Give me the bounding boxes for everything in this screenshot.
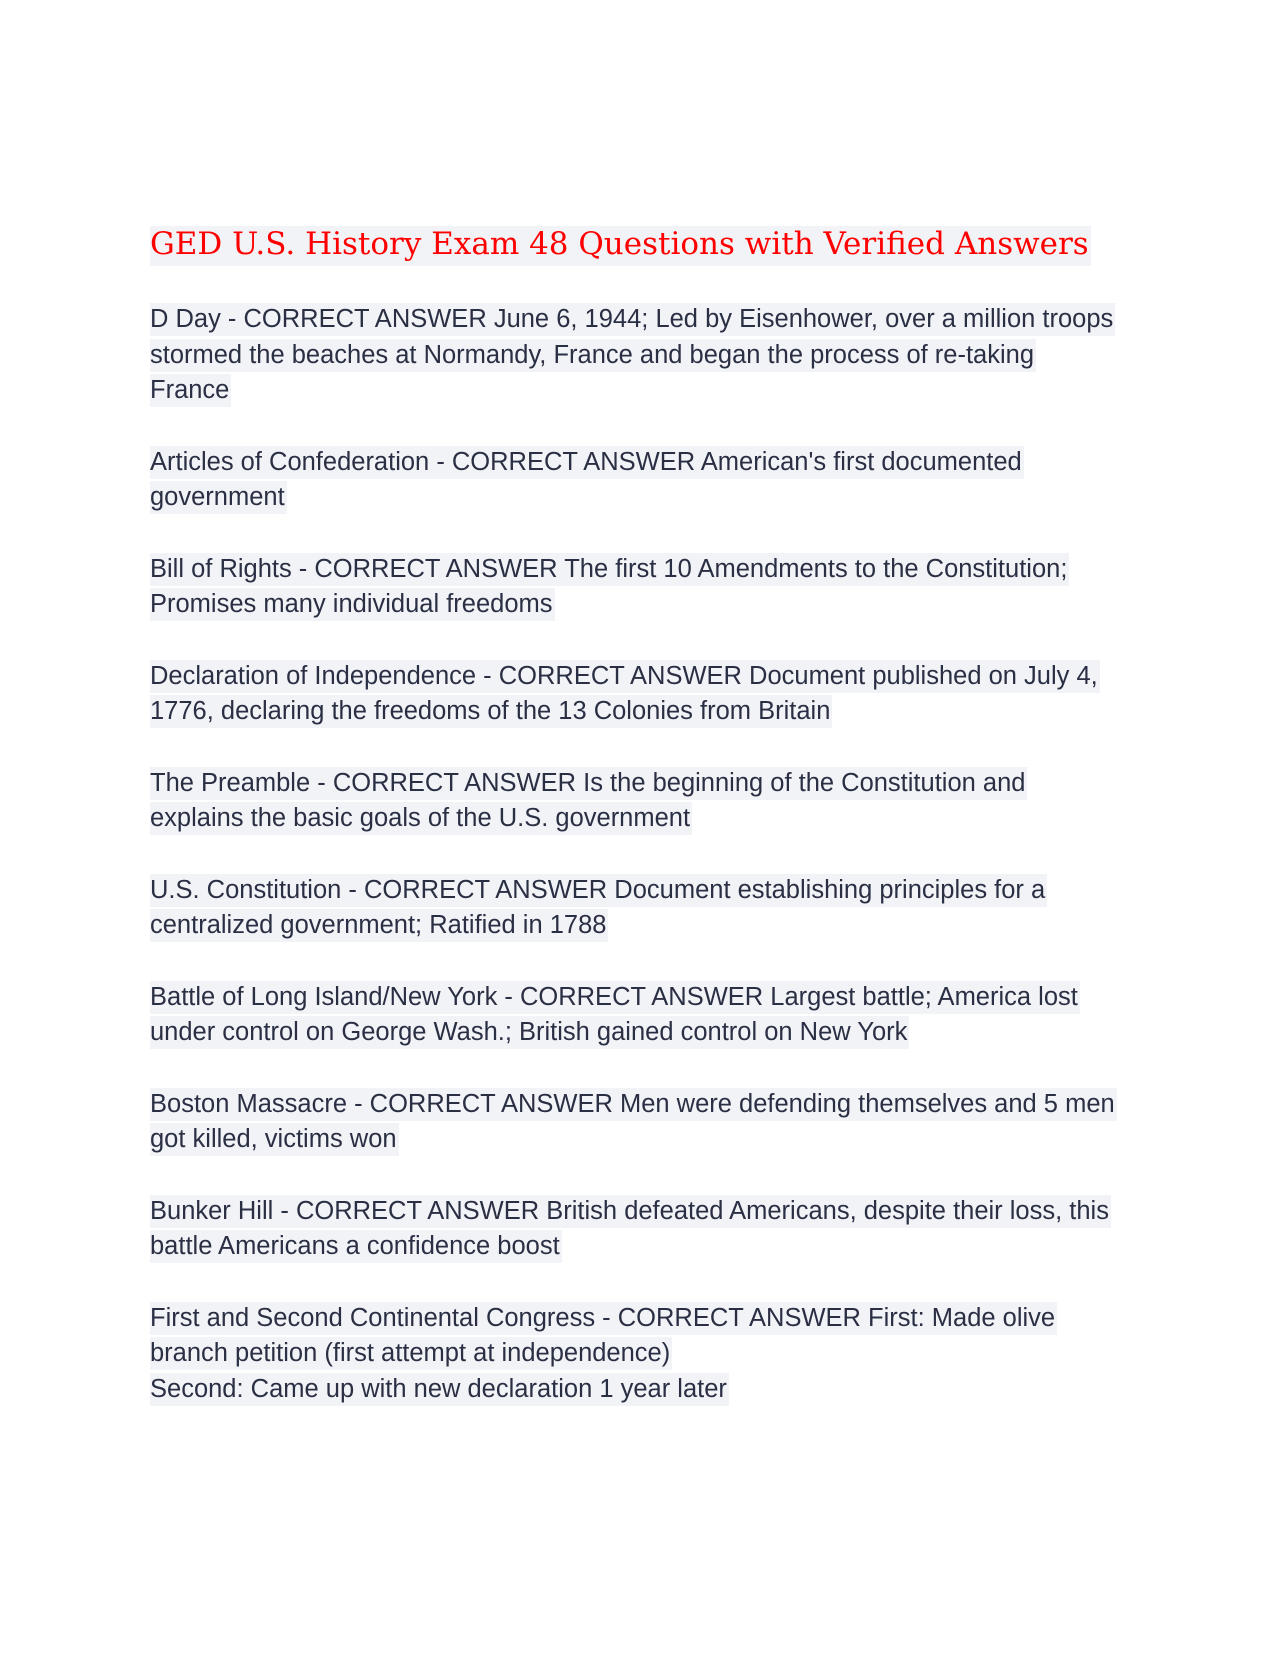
qa-line: First and Second Continental Congress - CORRECT ANSWER First: Made olive xyxy=(150,1302,1057,1335)
qa-line: U.S. Constitution - CORRECT ANSWER Document establishing principles for a xyxy=(150,874,1047,907)
qa-line: stormed the beaches at Normandy, France and began the process of re-taking xyxy=(150,339,1036,372)
qa-line: battle Americans a confidence boost xyxy=(150,1230,562,1263)
qa-line: explains the basic goals of the U.S. government xyxy=(150,802,692,835)
qa-entry xyxy=(150,1301,1130,1408)
document-title-text: GED U.S. History Exam 48 Questions with Verified Answers xyxy=(150,226,1091,266)
qa-line: under control on George Wash.; British gained control on New York xyxy=(150,1016,909,1049)
qa-line: Battle of Long Island/New York - CORRECT ANSWER Largest battle; America lost xyxy=(150,981,1080,1014)
qa-line: Bill of Rights - CORRECT ANSWER The first 10 Amendments to the Constitution; xyxy=(150,553,1069,586)
qa-entry xyxy=(150,552,1130,623)
qa-line: France xyxy=(150,374,231,407)
qa-line: Second: Came up with new declaration 1 year later xyxy=(150,1373,729,1406)
qa-line: Declaration of Independence - CORRECT ANSWER Document published on July 4, xyxy=(150,660,1100,693)
qa-line: got killed, victims won xyxy=(150,1123,399,1156)
qa-line: Articles of Confederation - CORRECT ANSWER American's first documented xyxy=(150,446,1024,479)
qa-list xyxy=(150,302,1130,1443)
qa-line: government xyxy=(150,481,287,514)
qa-entry xyxy=(150,302,1130,409)
qa-entry xyxy=(150,659,1130,730)
qa-line: Promises many individual freedoms xyxy=(150,588,555,621)
qa-line: D Day - CORRECT ANSWER June 6, 1944; Led by Eisenhower, over a million troops xyxy=(150,303,1115,336)
qa-entry xyxy=(150,445,1130,516)
qa-entry xyxy=(150,980,1130,1051)
qa-entry xyxy=(150,1087,1130,1158)
qa-entry xyxy=(150,766,1130,837)
qa-line: The Preamble - CORRECT ANSWER Is the beginning of the Constitution and xyxy=(150,767,1027,800)
qa-line: 1776, declaring the freedoms of the 13 Colonies from Britain xyxy=(150,695,832,728)
qa-line: Boston Massacre - CORRECT ANSWER Men were defending themselves and 5 men xyxy=(150,1088,1117,1121)
document-title xyxy=(150,219,1091,269)
qa-line: Bunker Hill - CORRECT ANSWER British defeated Americans, despite their loss, this xyxy=(150,1195,1111,1228)
qa-entry xyxy=(150,873,1130,944)
qa-entry xyxy=(150,1194,1130,1265)
qa-line: centralized government; Ratified in 1788 xyxy=(150,909,608,942)
qa-line: branch petition (first attempt at independence) xyxy=(150,1337,672,1370)
